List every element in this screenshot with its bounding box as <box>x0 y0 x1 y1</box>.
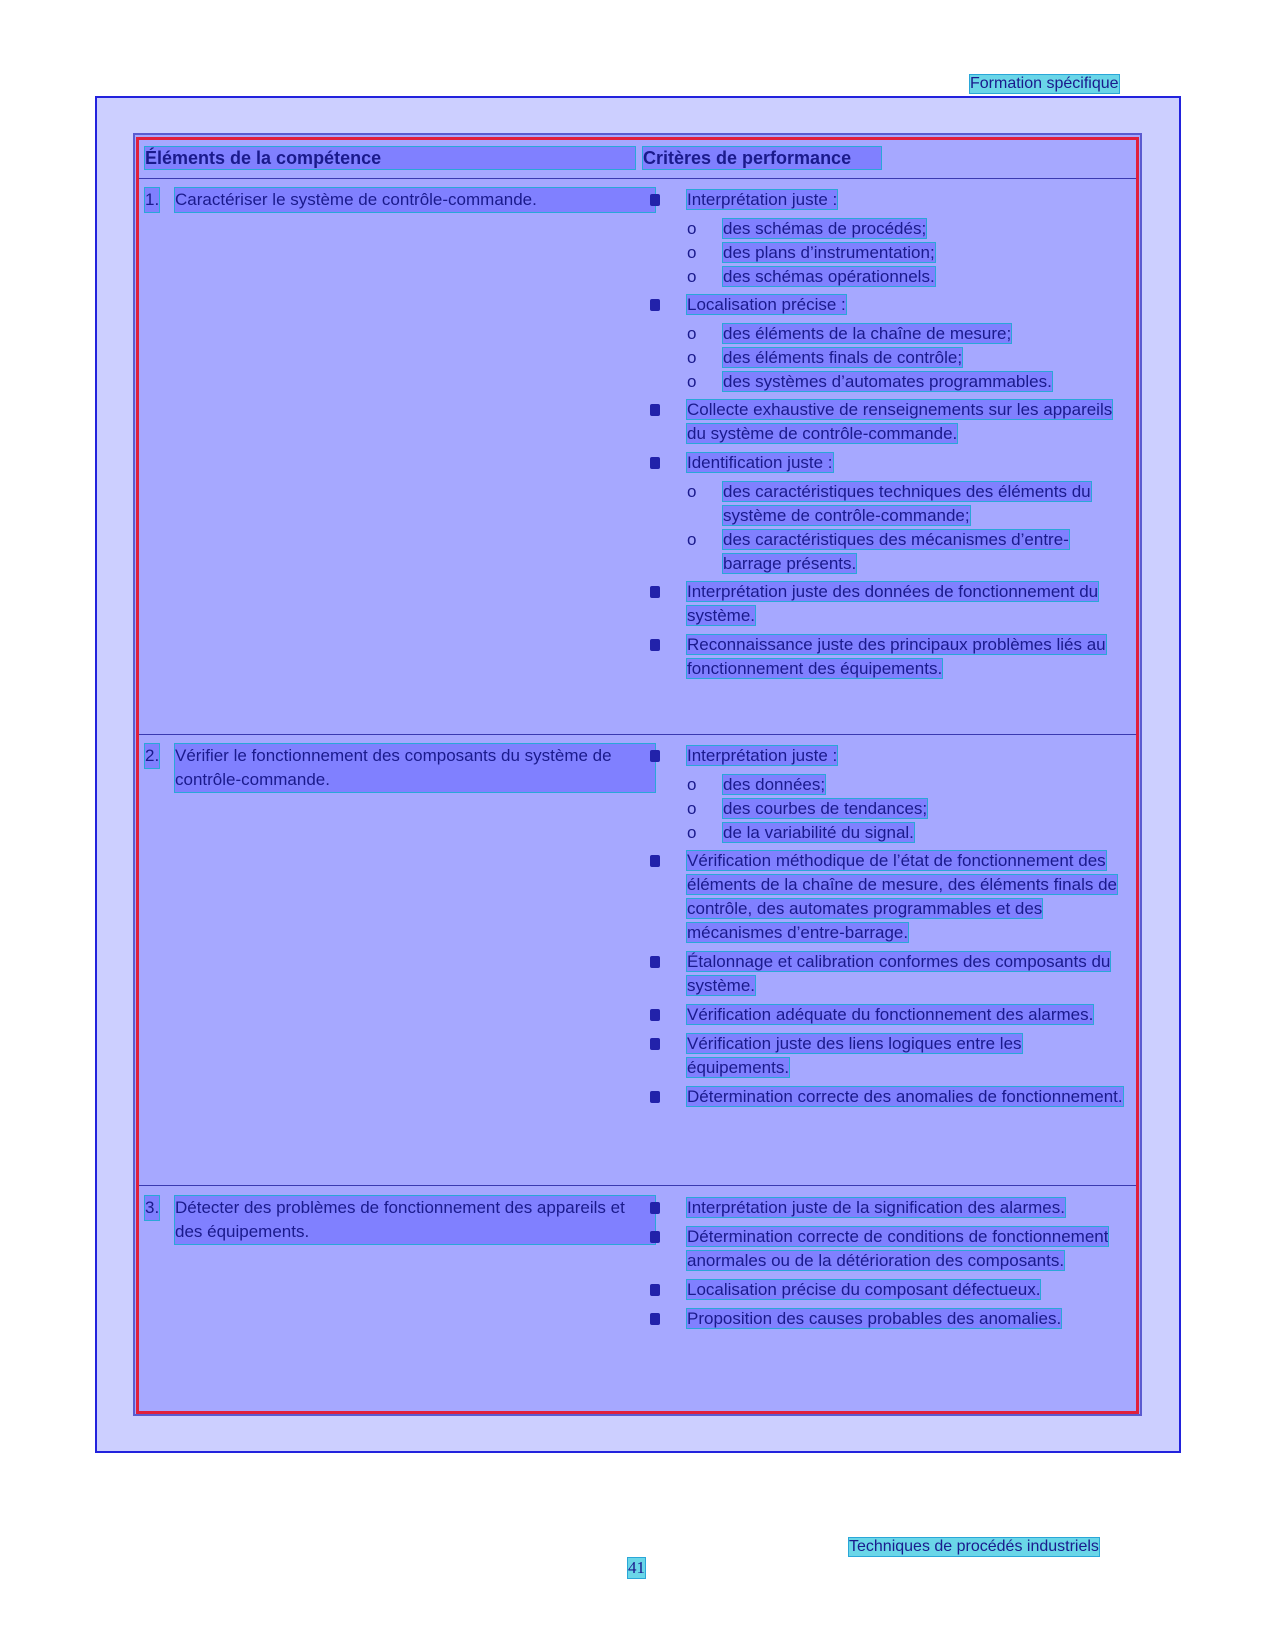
page-number: 41 <box>628 1558 645 1577</box>
sub-bullet-icon: o <box>687 324 697 343</box>
criterion-item <box>650 451 1125 475</box>
header-divider <box>139 178 1136 179</box>
bullet-icon <box>650 457 660 469</box>
criterion-subitem-text: des courbes de tendances; <box>723 799 928 818</box>
criterion-subitem-text: des schémas opérationnels. <box>723 267 935 286</box>
criterion-subitem-text: de la variabilité du signal. <box>723 823 914 842</box>
criterion-item <box>650 1196 1125 1220</box>
criterion-subitem-text: des plans d’instrumentation; <box>723 243 935 262</box>
criterion-item <box>650 1032 1125 1080</box>
criterion-subitem <box>650 265 1125 289</box>
criterion-subitem <box>650 241 1125 265</box>
criterion-item <box>650 293 1125 317</box>
criteria-list-2 <box>650 744 1125 1114</box>
criterion-text: Localisation précise du composant défectueux. <box>687 1280 1041 1299</box>
element-number: 1. <box>145 188 159 212</box>
bullet-icon <box>650 1091 660 1103</box>
element-number: 3. <box>145 1196 159 1220</box>
criterion-item <box>650 1003 1125 1027</box>
criterion-text: Proposition des causes probables des anomalies. <box>687 1309 1062 1328</box>
element-2 <box>145 744 665 792</box>
sub-bullet-icon: o <box>687 243 697 262</box>
row-divider <box>139 734 1136 735</box>
criterion-text: Identification juste : <box>687 453 833 472</box>
criterion-text: Vérification juste des liens logiques entre les équipements. <box>687 1034 1022 1077</box>
bullet-icon <box>650 1284 660 1296</box>
bullet-icon <box>650 586 660 598</box>
bullet-icon <box>650 1313 660 1325</box>
criterion-subitem-text: des schémas de procédés; <box>723 219 927 238</box>
bullet-icon <box>650 1009 660 1021</box>
sub-bullet-icon: o <box>687 219 697 238</box>
sub-bullet-icon: o <box>687 775 697 794</box>
bullet-icon <box>650 194 660 206</box>
criterion-subitem-text: des éléments de la chaîne de mesure; <box>723 324 1012 343</box>
sub-bullet-icon: o <box>687 799 697 818</box>
criterion-subitem-text: des systèmes d’automates programmables. <box>723 372 1052 391</box>
criterion-text: Reconnaissance juste des principaux problèmes liés au fonctionnement des équipements. <box>687 635 1106 678</box>
criterion-text: Collecte exhaustive de renseignements sur les appareils du système de contrôle-commande. <box>687 400 1113 443</box>
criterion-item <box>650 1278 1125 1302</box>
criterion-text: Interprétation juste : <box>687 746 838 765</box>
criterion-text: Détermination correcte de conditions de fonctionnement anormales ou de la détérioration des composants. <box>687 1227 1109 1270</box>
column-header-elements: Éléments de la compétence <box>145 147 635 169</box>
criterion-item <box>650 849 1125 945</box>
bullet-icon <box>650 404 660 416</box>
criterion-subitem <box>650 797 1125 821</box>
criterion-subitem <box>650 322 1125 346</box>
criterion-subitem <box>650 346 1125 370</box>
element-3 <box>145 1196 665 1244</box>
criterion-subitem <box>650 773 1125 797</box>
sub-bullet-icon: o <box>687 267 697 286</box>
criterion-subitem <box>650 480 1125 528</box>
element-1 <box>145 188 665 212</box>
sub-bullet-icon: o <box>687 823 697 842</box>
criterion-item <box>650 744 1125 768</box>
criterion-item <box>650 398 1125 446</box>
criterion-text: Interprétation juste de la signification des alarmes. <box>687 1198 1065 1217</box>
bullet-icon <box>650 1202 660 1214</box>
criterion-text: Vérification adéquate du fonctionnement des alarmes. <box>687 1005 1094 1024</box>
sub-bullet-icon: o <box>687 348 697 367</box>
bullet-icon <box>650 1038 660 1050</box>
criterion-subitem-text: des caractéristiques des mécanismes d’entre-barrage présents. <box>723 530 1069 573</box>
criterion-item <box>650 188 1125 212</box>
element-text: Détecter des problèmes de fonctionnement des appareils et des équipements. <box>175 1196 655 1244</box>
element-number: 2. <box>145 744 159 768</box>
criterion-text: Étalonnage et calibration conformes des composants du système. <box>687 952 1111 995</box>
bullet-icon <box>650 956 660 968</box>
criterion-text: Localisation précise : <box>687 295 846 314</box>
sub-bullet-icon: o <box>687 530 697 549</box>
element-text: Vérifier le fonctionnement des composants du système de contrôle-commande. <box>175 744 655 792</box>
criterion-subitem-text: des caractéristiques techniques des éléments du système de contrôle-commande; <box>723 482 1091 525</box>
bullet-icon <box>650 639 660 651</box>
criterion-text: Détermination correcte des anomalies de fonctionnement. <box>687 1087 1123 1106</box>
criterion-subitem <box>650 370 1125 394</box>
sub-bullet-icon: o <box>687 372 697 391</box>
row-divider <box>139 1185 1136 1186</box>
criterion-item <box>650 1307 1125 1331</box>
running-header: Formation spécifique <box>970 75 1119 92</box>
criterion-item <box>650 633 1125 681</box>
column-header-criteria: Critères de performance <box>643 147 881 169</box>
bullet-icon <box>650 1231 660 1243</box>
criterion-text: Interprétation juste des données de fonctionnement du système. <box>687 582 1099 625</box>
criterion-text: Interprétation juste : <box>687 190 838 209</box>
criteria-list-1 <box>650 188 1125 686</box>
criterion-text: Vérification méthodique de l’état de fonctionnement des éléments de la chaîne de mesure, des éléments finals de contrôle, des automates programmables et des mécanismes d’entre-barrage. <box>687 851 1117 942</box>
bullet-icon <box>650 299 660 311</box>
criterion-subitem <box>650 528 1125 576</box>
criterion-item <box>650 1085 1125 1109</box>
criterion-item <box>650 580 1125 628</box>
criterion-subitem <box>650 217 1125 241</box>
bullet-icon <box>650 750 660 762</box>
criterion-subitem <box>650 821 1125 845</box>
bullet-icon <box>650 855 660 867</box>
element-text: Caractériser le système de contrôle-commande. <box>175 188 655 212</box>
criterion-subitem-text: des données; <box>723 775 826 794</box>
criterion-subitem-text: des éléments finals de contrôle; <box>723 348 963 367</box>
criterion-item <box>650 950 1125 998</box>
footer-title: Techniques de procédés industriels <box>849 1538 1099 1555</box>
criterion-item <box>650 1225 1125 1273</box>
sub-bullet-icon: o <box>687 482 697 501</box>
criteria-list-3 <box>650 1196 1125 1336</box>
